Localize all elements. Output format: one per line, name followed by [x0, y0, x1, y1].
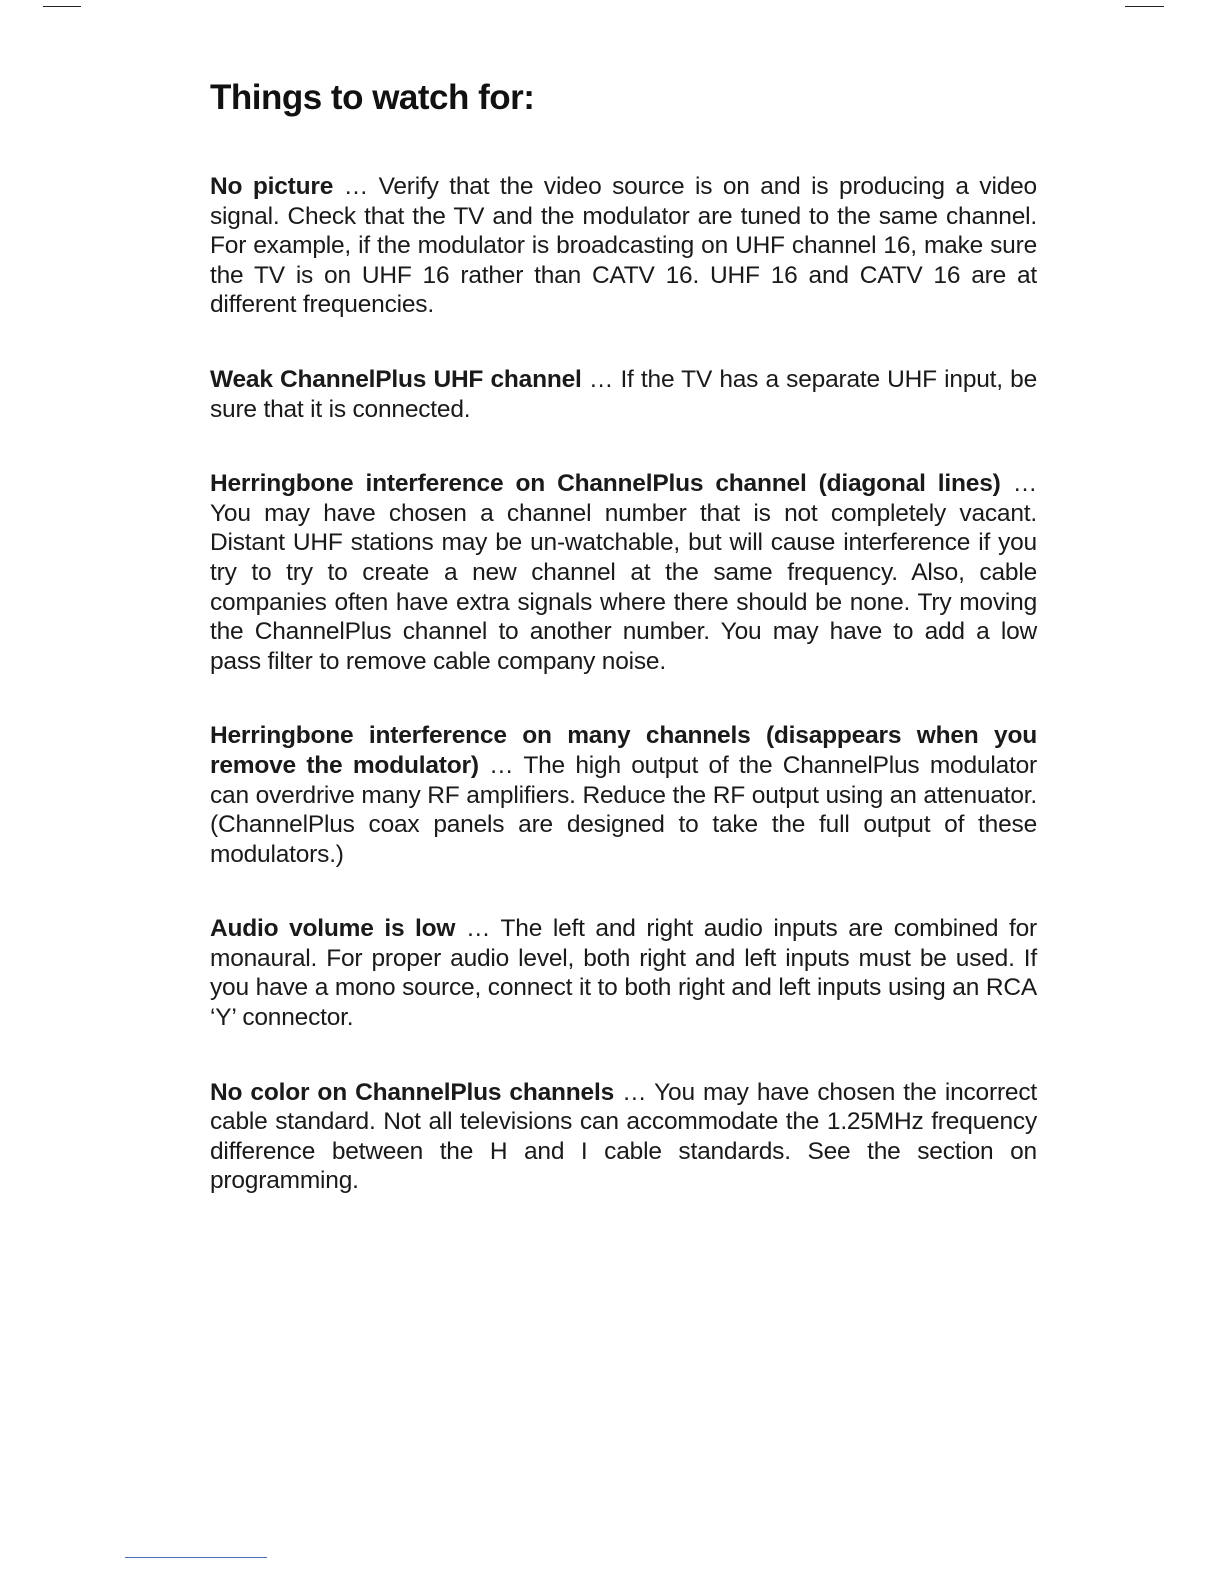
entry-heading: Herringbone interference on many channels (disappears when you remove the modulator)	[210, 722, 1037, 779]
entry-text: … If the TV has a separate UHF input, be sure that it is connected.	[210, 365, 1037, 423]
entry-heading: Audio volume is low	[210, 915, 456, 943]
entry-no-picture	[210, 172, 1037, 320]
entry-text: … You may have chosen the incorrect cable standard. Not all televisions can accommodate the 1.25MHz frequency difference between the H and I cable standards. See the section on programming.	[210, 1078, 1037, 1195]
entry-no-color	[210, 1078, 1037, 1196]
entry-heading: No color on ChannelPlus channels	[210, 1078, 615, 1106]
entry-text: … The left and right audio inputs are combined for monaural. For proper audio level, both right and left inputs must be used. If you have a mono source, connect it to both right and left inputs using an RCA ‘Y’ connector.	[210, 915, 1037, 1032]
entry-audio-volume-low	[210, 914, 1037, 1032]
entry-heading: Weak ChannelPlus UHF channel	[210, 365, 582, 393]
entry-heading: No picture	[210, 173, 334, 200]
page-title: Things to watch for:	[210, 78, 535, 117]
entry-heading: Herringbone interference on ChannelPlus channel (diagonal lines)	[210, 470, 1001, 498]
entry-herringbone-channelplus	[210, 469, 1037, 676]
crop-mark-top-right	[1125, 6, 1164, 7]
crop-mark-top-left	[43, 6, 81, 7]
entry-herringbone-many-channels	[210, 721, 1037, 869]
entry-text: … You may have chosen a channel number that is not completely vacant. Distant UHF stations may be un-watchable, but will cause interference if you try to try to create a new channel at the same frequency. Also, cable companies often have extra signals where there should be none. Try moving the ChannelPlus channel to another number. You may have to add a low pass filter to remove cable company noise.	[210, 470, 1037, 675]
footnote-rule	[125, 1557, 267, 1558]
entry-text: … The high output of the ChannelPlus modulator can overdrive many RF amplifiers. Reduce the RF output using an attenuator. (ChannelPlus coax panels are designed to take the full output of these modulators.)	[210, 751, 1037, 868]
page-content	[210, 76, 1037, 1196]
entry-weak-uhf-channel	[210, 365, 1037, 424]
entry-text: … Verify that the video source is on and is producing a video signal. Check that the TV and the modulator are tuned to the same channel. For example, if the modulator is broadcasting on UHF channel 16, make sure the TV is on UHF 16 rather than CATV 16. UHF 16 and CATV 16 are at different frequencies.	[210, 173, 1037, 319]
